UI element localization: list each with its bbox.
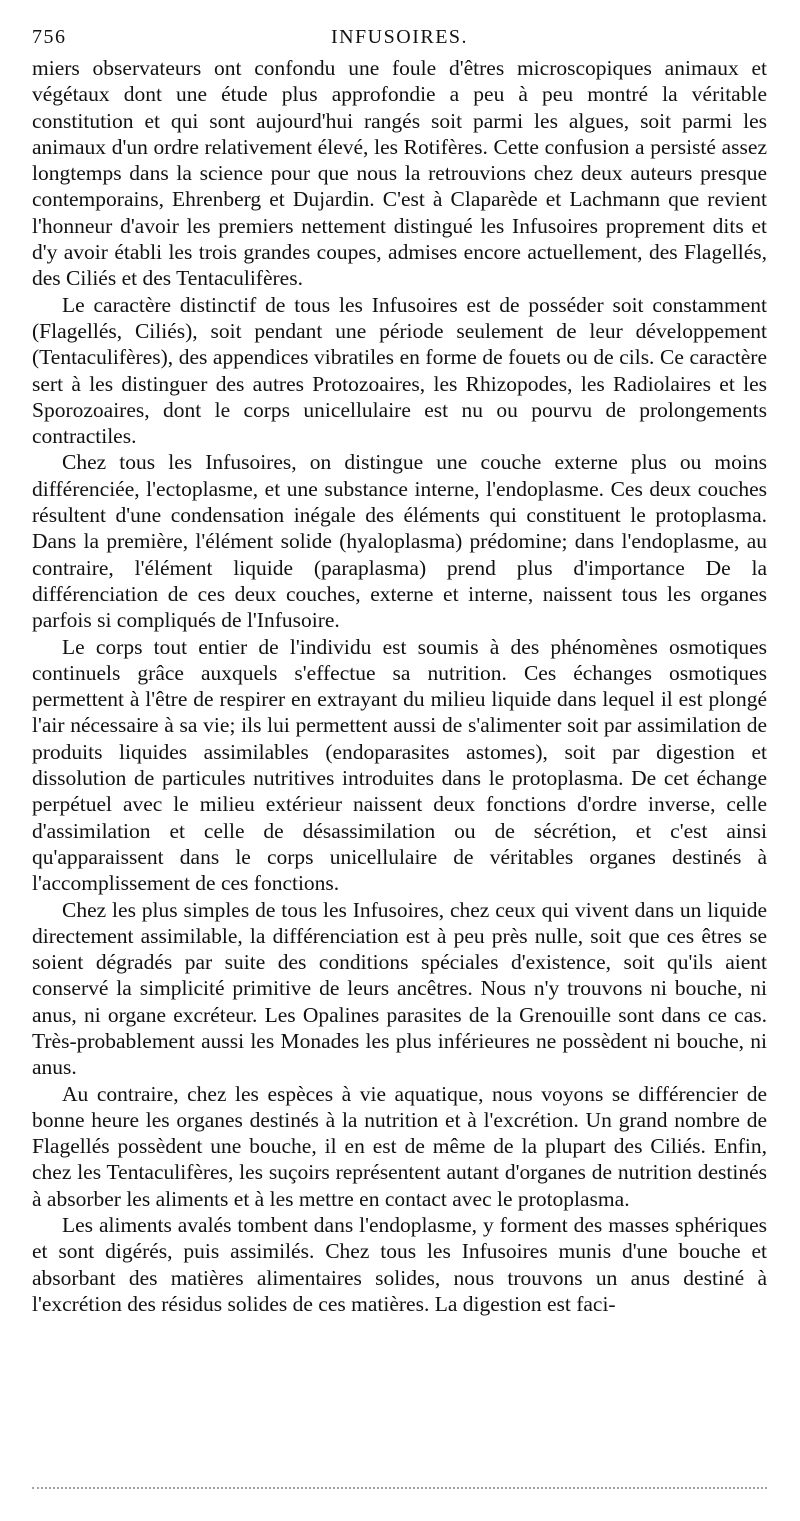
paragraph: Chez les plus simples de tous les Infusoires, chez ceux qui vivent dans un liquide directement assimilable, la différenciation est à peu près nulle, soit que ces êtres se soient dégradés par suite des conditions spéciales d'existence, soit qu'ils aient conservé la simplicité primitive de leurs ancêtres. Nous n'y trouvons ni bouche, ni anus, ni organe excréteur. Les Opalines parasites de la Grenouille sont dans ce cas. Très-probablement aussi les Monades les plus inférieures ne possèdent ni bouche, ni anus. <box>32 897 767 1080</box>
page-header <box>32 0 767 48</box>
paragraph: Au contraire, chez les espèces à vie aquatique, nous voyons se différencier de bonne heure les organes destinés à la nutrition et à l'excrétion. Un grand nombre de Flagellés possèdent une bouche, il en est de même de la plupart des Ciliés. Enfin, chez les Tentaculifères, les suçoirs représentent autant d'organes de nutrition destinés à absorber les aliments et à les mettre en contact avec le protoplasma. <box>32 1081 767 1211</box>
book-page <box>32 0 767 1316</box>
running-title: INFUSOIRES. <box>330 26 469 48</box>
paragraph: Le caractère distinctif de tous les Infusoires est de posséder soit constamment (Flagellés, Ciliés), soit pendant une période seulement de leur développement (Tentaculifères), des appendices vibratiles en forme de fouets ou de cils. Ce caractère sert à les distinguer des autres Protozoaires, les Rhizopodes, les Radiolaires et les Sporozoaires, dont le corps unicellulaire est nu ou pourvu de prolongements contractiles. <box>32 292 767 449</box>
body-text <box>32 55 767 1317</box>
paragraph: Le corps tout entier de l'individu est soumis à des phénomènes osmotiques continuels grâce auxquels s'effectue sa nutrition. Ces échanges osmotiques permettent à l'être de respirer en extrayant du milieu liquide dans lequel il est plongé l'air nécessaire à sa vie; ils lui permettent aussi de s'alimenter soit par assimilation de produits liquides assimilables (endoparasites astomes), soit par digestion et dissolution de particules nutritives introduites dans le protoplasma. De cet échange perpétuel avec le milieu extérieur naissent deux fonctions d'ordre inverse, celle d'assimilation et celle de désassimilation ou de sécrétion, et c'est ainsi qu'apparaissent dans le corps unicellulaire de véritables organes destinés à l'accomplissement de ces fonctions. <box>32 634 767 896</box>
page-number: 756 <box>32 26 67 48</box>
paragraph-continued: miers observateurs ont confondu une foule d'êtres microscopiques animaux et végétaux dont une étude plus approfondie a peu à peu montré la véritable constitution et qui sont aujourd'hui rangés soit parmi les algues, soit parmi les animaux d'un ordre relativement élevé, les Rotifères. Cette confusion a persisté assez longtemps dans la science pour que nous la retrouvions chez deux auteurs presque contemporains, Ehrenberg et Dujardin. C'est à Claparède et Lachmann que revient l'honneur d'avoir les premiers nettement distingué les Infusoires proprement dits et d'y avoir établi les trois grandes coupes, admises encore actuellement, des Flagellés, des Ciliés et des Tentaculifères. <box>32 56 767 291</box>
paragraph: Chez tous les Infusoires, on distingue une couche externe plus ou moins différenciée, l'ectoplasme, et une substance interne, l'endoplasme. Ces deux couches résultent d'une condensation inégale des éléments qui constituent le protoplasma. Dans la première, l'élément solide (hyaloplasma) prédomine; dans l'endoplasme, au contraire, l'élément liquide (paraplasma) prend plus d'importance De la différenciation de ces deux couches, externe et interne, naissent tous les organes parfois si compliqués de l'Infusoire. <box>32 450 767 633</box>
footer-dotted-rule <box>32 1487 767 1489</box>
paragraph: Les aliments avalés tombent dans l'endoplasme, y forment des masses sphériques et sont digérés, puis assimilés. Chez tous les Infusoires munis d'une bouche et absorbant des matières alimentaires solides, nous trouvons un anus destiné à l'excrétion des résidus solides de ces matières. La digestion est faci- <box>32 1213 767 1316</box>
